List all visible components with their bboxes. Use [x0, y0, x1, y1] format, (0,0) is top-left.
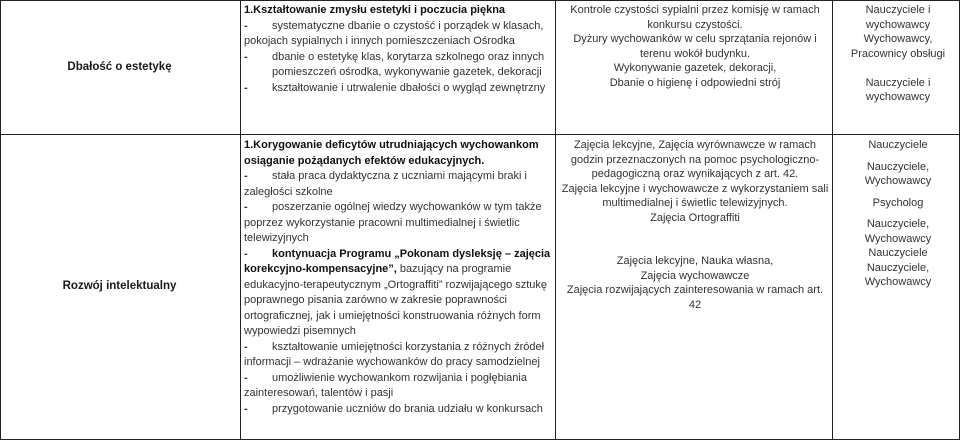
responsible-item: Wychowawcy, Pracownicy obsługi	[850, 33, 946, 60]
responsible-item: Nauczyciele	[868, 247, 928, 259]
form-item: Zajęcia lekcyjne, Nauka własna, Zajęcia wychowawcze	[616, 255, 774, 282]
form-item: Zajęcia Ortograffiti	[650, 211, 740, 224]
list-item: - poszerzanie ogólnej wiedzy wychowanków w tym także poprzez wykorzystanie pracowni multimedialnej i świetlic telewizyjnych	[244, 201, 542, 244]
forms-aesthetics	[560, 3, 830, 90]
form-item: Zajęcia lekcyjne i wychowawcze z wykorzystaniem sali multimedialnej i świetlic telewizyjnych.	[561, 182, 829, 209]
list-item: - umożliwienie wychowankom rozwijania i pogłębiania zainteresowań, talentów i pasji	[244, 371, 527, 399]
list-item: - przygotowanie uczniów do brania udziału w konkursach	[244, 402, 543, 415]
category-intellectual: Rozwój intelektualny	[62, 280, 177, 292]
list-item: - systematyczne dbanie o czystość i porządek w klasach, pokojach sypialnych i innych pomieszczeniach Ośrodka	[244, 19, 544, 47]
responsible-item: Nauczyciele, Wychowawcy	[864, 160, 932, 187]
list-item: - stała praca dydaktyczna z uczniami mającymi braki i zaległości szkolne	[244, 170, 527, 198]
form-item: Kontrole czystości sypialni przez komisję w ramach konkursu czystości.	[570, 4, 820, 31]
goal-heading: 1.Korygowanie deficytów utrudniających wychowankom osiąganie pożądanych efektów edukacyjnych.	[244, 139, 539, 167]
list-item: - kształtowanie umiejętności korzystania z różnych źródeł informacji – wdrażanie wychowanków do pracy samodzielnej	[244, 340, 545, 368]
responsible-item: Nauczyciele i wychowawcy	[865, 76, 931, 103]
goals-aesthetics	[244, 3, 554, 96]
responsible-item: Psycholog	[872, 196, 924, 209]
category-aesthetics: Dbałość o estetykę	[67, 61, 172, 73]
forms-intellectual	[560, 138, 830, 312]
form-item: Wykonywanie gazetek, dekoracji,	[613, 62, 777, 74]
responsible-item: Nauczyciele	[868, 139, 928, 151]
form-item: Zajęcia lekcyjne, Zajęcia wyrównawcze w ramach godzin przeznaczonych na pomoc psychologiczno-pedagogiczną oraz wynikających z art. 42.	[570, 139, 820, 180]
goal-heading: 1.Kształtowanie zmysłu estetyki i poczucia piękna	[244, 4, 506, 16]
form-item: Dyżury wychowanków w celu sprzątania rejonów i terenu wokół budynku.	[573, 33, 817, 60]
responsible-item: Nauczyciele i wychowawcy	[865, 4, 931, 31]
list-item: - kontynuacja Programu „Pokonam dysleksję – zajęcia korekcyjno-kompensacyjne”, bazujący na programie edukacyjno-terapeutycznym „Ortograffiti” rozwijającego sztukę poprawnego pisania zarówno w zakresie poprawności ortograficznej, jak i umiejętności konstruowania różnych form wypowiedzi pisemnych	[244, 247, 551, 337]
goals-intellectual	[244, 138, 554, 417]
responsible-aesthetics	[836, 3, 960, 105]
form-item: Zajęcia rozwijających zainteresowania w ramach art. 42	[566, 284, 824, 311]
list-item: - kształtowanie i utrwalenie dbałości o wygląd zewnętrzny	[244, 81, 546, 94]
form-item: Dbanie o higienę i odpowiedni strój	[609, 76, 781, 89]
responsible-intellectual	[836, 138, 960, 290]
list-item: - dbanie o estetykę klas, korytarza szkolnego oraz innych pomieszczeń ośrodka, wykonywanie gazetek, dekoracji	[244, 50, 545, 78]
responsible-item: Nauczyciele, Wychowawcy	[864, 218, 932, 245]
responsible-item: Nauczyciele, Wychowawcy	[864, 261, 932, 288]
